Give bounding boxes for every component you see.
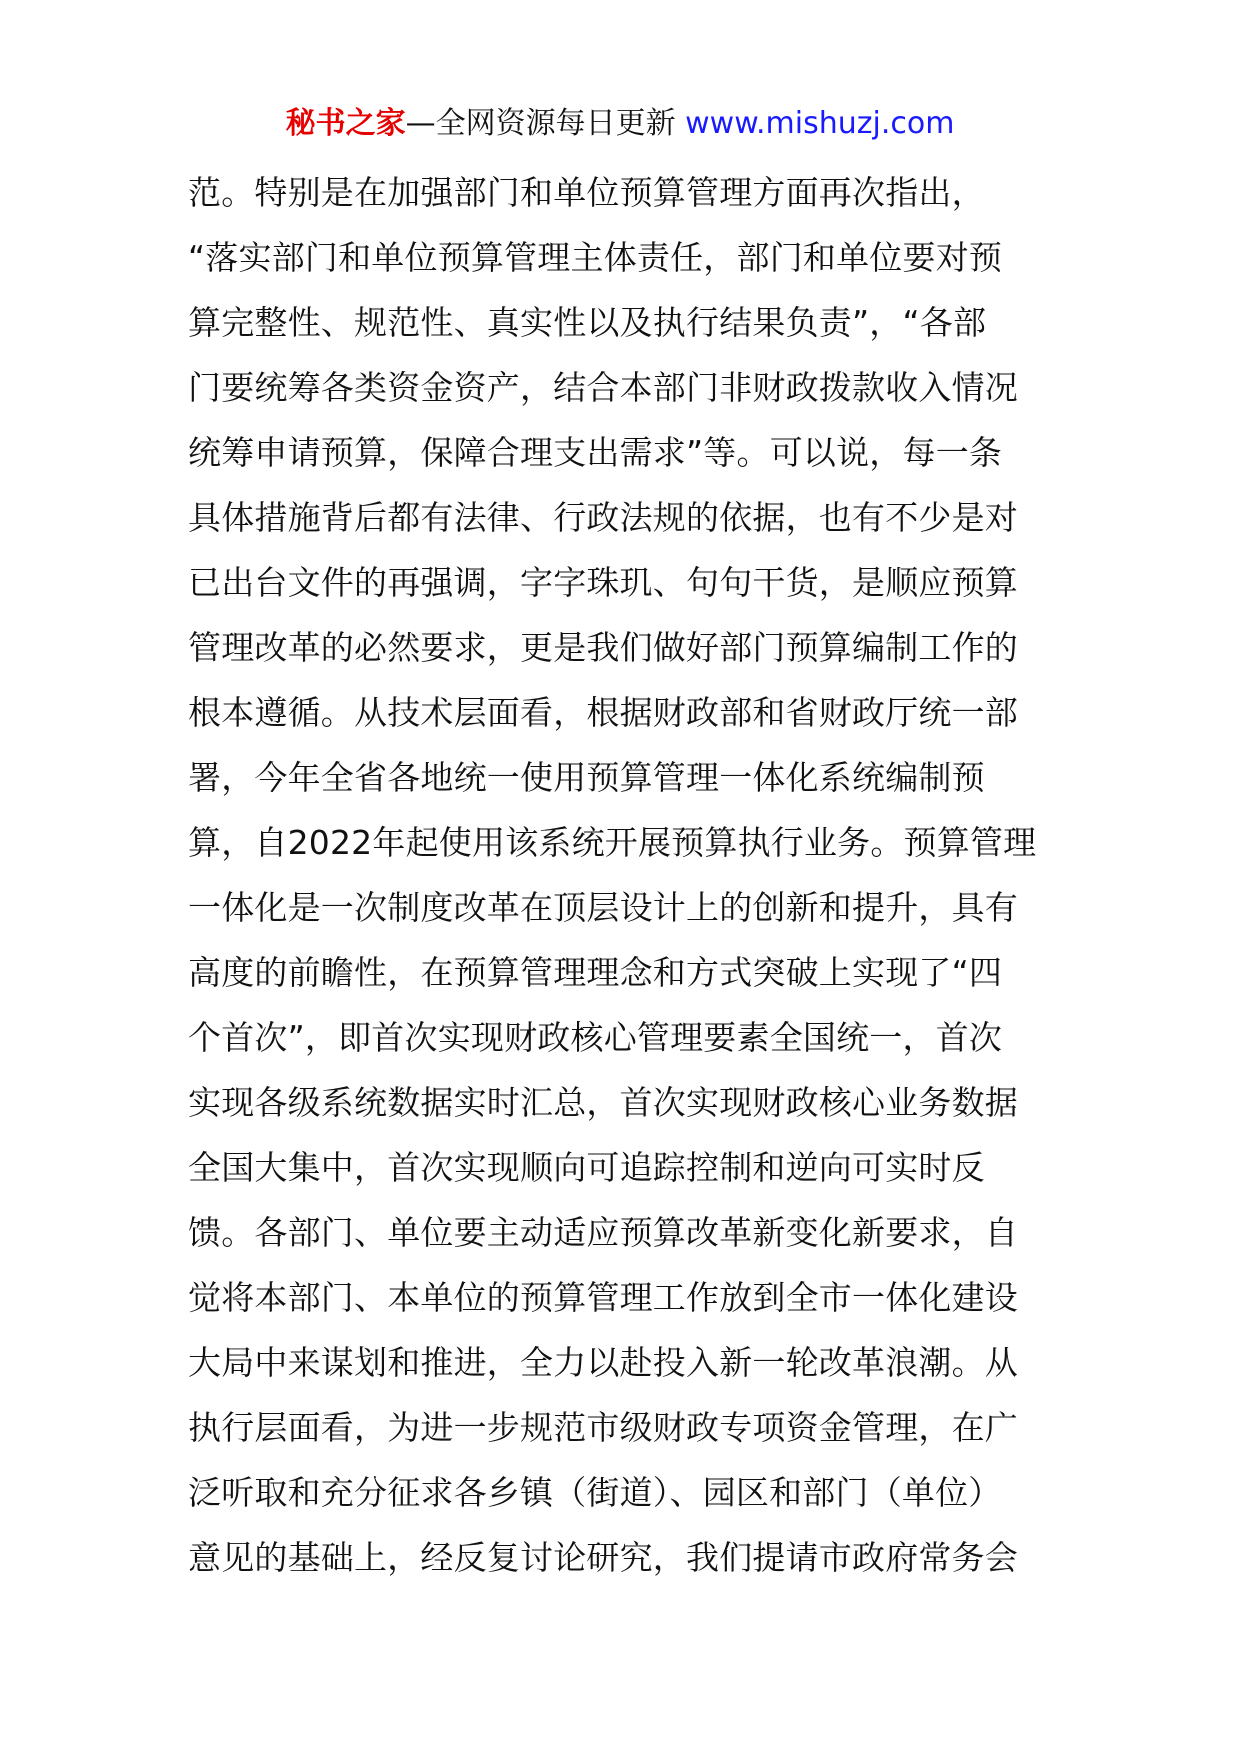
body-line: 管理改革的必然要求，更是我们做好部门预算编制工作的 [188, 628, 1018, 667]
header-slogan: —全网资源每日更新 [405, 106, 686, 141]
header-url-link[interactable]: www.mishuzj.com [685, 106, 955, 141]
body-line: 门要统筹各类资金资产，结合本部门非财政拨款收入情况 [188, 368, 1018, 407]
body-line: 统筹申请预算，保障合理支出需求”等。可以说，每一条 [188, 433, 1003, 472]
body-line: 高度的前瞻性，在预算管理理念和方式突破上实现了“四 [188, 953, 1003, 992]
body-line: 实现各级系统数据实时汇总，首次实现财政核心业务数据 [188, 1083, 1018, 1122]
body-line: 个首次”，即首次实现财政核心管理要素全国统一，首次 [188, 1018, 1003, 1057]
body-line: 具体措施背后都有法律、行政法规的依据，也有不少是对 [188, 498, 1018, 537]
body-line: 署，今年全省各地统一使用预算管理一体化系统编制预 [188, 758, 985, 797]
body-line: 已出台文件的再强调，字字珠玑、句句干货，是顺应预算 [188, 563, 1018, 602]
body-line: 泛听取和充分征求各乡镇（街道）、园区和部门（单位） [188, 1473, 1002, 1512]
header-brand: 秘书之家 [285, 106, 406, 141]
body-line: 大局中来谋划和推进，全力以赴投入新一轮改革浪潮。从 [188, 1343, 1018, 1382]
body-line: 馈。各部门、单位要主动适应预算改革新变化新要求，自 [188, 1213, 1018, 1252]
document-body [188, 160, 1068, 1590]
body-line: 一体化是一次制度改革在顶层设计上的创新和提升，具有 [188, 888, 1018, 927]
body-line: 全国大集中，首次实现顺向可追踪控制和逆向可实时反 [188, 1148, 985, 1187]
page-header [0, 100, 1240, 148]
body-line: 算完整性、规范性、真实性以及执行结果负责”，“各部 [188, 303, 987, 342]
body-line: 觉将本部门、本单位的预算管理工作放到全市一体化建设 [188, 1278, 1018, 1317]
body-line: 意见的基础上，经反复讨论研究，我们提请市政府常务会 [188, 1538, 1018, 1577]
body-line: 根本遵循。从技术层面看，根据财政部和省财政厅统一部 [188, 693, 1018, 732]
body-line: 范。特别是在加强部门和单位预算管理方面再次指出， [188, 173, 985, 212]
body-line: 算，自2022年起使用该系统开展预算执行业务。预算管理 [188, 823, 1037, 862]
body-line: “落实部门和单位预算管理主体责任，部门和单位要对预 [188, 238, 1003, 277]
body-line: 执行层面看，为进一步规范市级财政专项资金管理，在广 [188, 1408, 1018, 1447]
